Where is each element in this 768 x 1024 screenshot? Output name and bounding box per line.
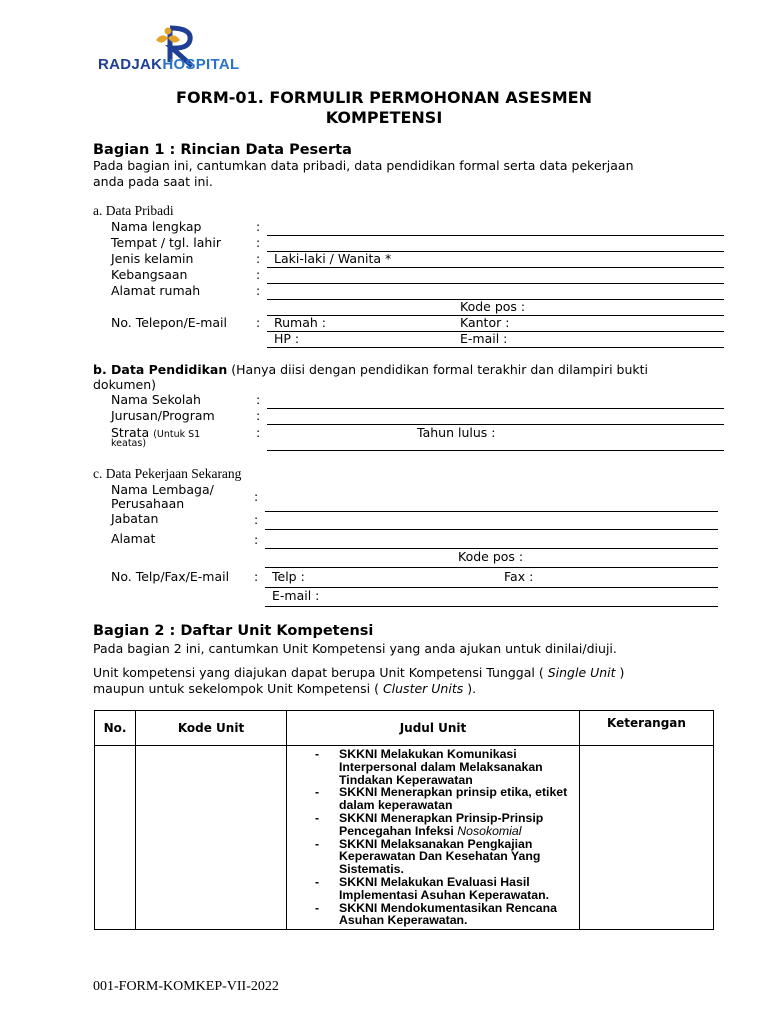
header-unit-code: Kode Unit <box>136 711 287 746</box>
section1-intro-line2: anda pada saat ini. <box>93 174 213 189</box>
list-item: - SKKNI Melakukan Komunikasi Interpersonal dalam Melaksanakan Tindakan Keperawatan <box>315 748 573 786</box>
degree-label: Strata (Untuk S1 <box>111 425 201 440</box>
school-label: Nama Sekolah <box>111 392 201 407</box>
home-address-label: Alamat rumah <box>111 283 201 298</box>
colon: : <box>256 408 261 423</box>
form-title-line1: FORM-01. FORMULIR PERMOHONAN ASESMEN <box>176 88 592 107</box>
birth-label: Tempat / tgl. lahir <box>111 235 221 250</box>
colon: : <box>256 235 261 250</box>
work-postal-code-label: Kode pos : <box>458 549 524 564</box>
degree-field[interactable] <box>267 450 724 451</box>
graduation-year-label: Tahun lulus : <box>417 425 496 440</box>
company-label-line2: Perusahaan <box>111 496 185 511</box>
header-remarks: Keterangan <box>580 711 714 746</box>
section1-heading: Bagian 1 : Rincian Data Peserta <box>93 142 352 158</box>
colon: : <box>256 251 261 266</box>
document-code-footer: 001-FORM-KOMKEP-VII-2022 <box>93 979 279 994</box>
colon: : <box>254 512 259 527</box>
work-contact-label: No. Telp/Fax/E-mail <box>111 569 230 584</box>
section2-heading: Bagian 2 : Daftar Unit Kompetensi <box>93 623 374 639</box>
major-label: Jurusan/Program <box>111 408 215 423</box>
phone-label: No. Telepon/E-mail <box>111 315 227 330</box>
work-postal-code-field[interactable] <box>265 567 718 568</box>
company-label-line1: Nama Lembaga/ <box>111 482 214 497</box>
school-field[interactable] <box>267 408 724 409</box>
work-email-field[interactable] <box>265 606 718 607</box>
hospital-logo-text: RADJAKHOSPITAL <box>98 56 240 73</box>
gender-label: Jenis kelamin <box>111 251 194 266</box>
personal-data-heading: a. Data Pribadi <box>93 203 174 218</box>
list-item: - SKKNI Mendokumentasikan Rencana Asuhan Keperawatan. <box>315 902 573 928</box>
office-phone-label: Kantor : <box>460 315 510 330</box>
list-item: - SKKNI Menerapkan prinsip etika, etiket dalam keperawatan <box>315 786 573 812</box>
table-header-row <box>95 711 714 746</box>
degree-note: keatas) <box>111 438 147 449</box>
cell-remarks[interactable] <box>580 746 714 930</box>
nationality-field[interactable] <box>267 283 724 284</box>
work-fax-label: Fax : <box>504 569 534 584</box>
cell-unit-title <box>287 746 580 930</box>
work-address-label: Alamat <box>111 531 156 546</box>
employment-heading: c. Data Pekerjaan Sekarang <box>93 466 242 481</box>
section2-intro: Pada bagian 2 ini, cantumkan Unit Kompetensi yang anda ajukan untuk dinilai/diuji. <box>93 641 617 656</box>
list-item: - SKKNI Melakukan Evaluasi Hasil Implementasi Asuhan Keperawatan. <box>315 876 573 902</box>
colon: : <box>256 283 261 298</box>
home-phone-label: Rumah : <box>274 315 326 330</box>
cell-no[interactable] <box>95 746 136 930</box>
colon: : <box>256 315 261 330</box>
colon: : <box>256 267 261 282</box>
full-name-field[interactable] <box>267 235 724 236</box>
gender-value[interactable]: Laki-laki / Wanita * <box>274 251 392 266</box>
colon: : <box>254 569 259 584</box>
header-unit-title: Judul Unit <box>287 711 580 746</box>
table-row <box>95 746 714 930</box>
work-telp-field[interactable] <box>265 587 718 588</box>
work-email-label: E-mail : <box>272 588 320 603</box>
list-item: - SKKNI Melaksanakan Pengkajian Keperawatan Dan Kesehatan Yang Sistematis. <box>315 838 573 876</box>
gender-field <box>267 267 724 268</box>
competency-units-table <box>94 710 714 930</box>
mobile-label: HP : <box>274 331 300 346</box>
colon: : <box>256 219 261 234</box>
nationality-label: Kebangsaan <box>111 267 188 282</box>
education-heading-cont: dokumen) <box>93 377 157 392</box>
form-title-line2: KOMPETENSI <box>325 108 443 127</box>
position-field[interactable] <box>265 529 718 530</box>
colon: : <box>254 489 259 504</box>
email-label: E-mail : <box>460 331 508 346</box>
full-name-label: Nama lengkap <box>111 219 202 234</box>
colon: : <box>256 392 261 407</box>
postal-code-label: Kode pos : <box>460 299 526 314</box>
cell-unit-code[interactable] <box>136 746 287 930</box>
list-item: - SKKNI Menerapkan Prinsip-Prinsip Pencegahan Infeksi Nosokomial <box>315 812 573 838</box>
mobile-email-field[interactable] <box>267 347 724 348</box>
company-field[interactable] <box>265 511 718 512</box>
position-label: Jabatan <box>111 511 159 526</box>
section2-unit-line2: maupun untuk sekelompok Unit Kompetensi ( Cluster Units ). <box>93 681 477 696</box>
colon: : <box>254 532 259 547</box>
colon: : <box>256 425 261 440</box>
education-heading: b. Data Pendidikan (Hanya diisi dengan pendidikan formal terakhir dan dilampiri bukti <box>93 362 649 377</box>
section1-intro-line1: Pada bagian ini, cantumkan data pribadi, data pendidikan formal serta data pekerjaan <box>93 158 634 173</box>
major-field[interactable] <box>267 424 724 425</box>
section2-unit-line1: Unit kompetensi yang diajukan dapat berupa Unit Kompetensi Tunggal ( Single Unit ) <box>93 665 625 680</box>
header-no: No. <box>95 711 136 746</box>
work-telp-label: Telp : <box>272 569 305 584</box>
